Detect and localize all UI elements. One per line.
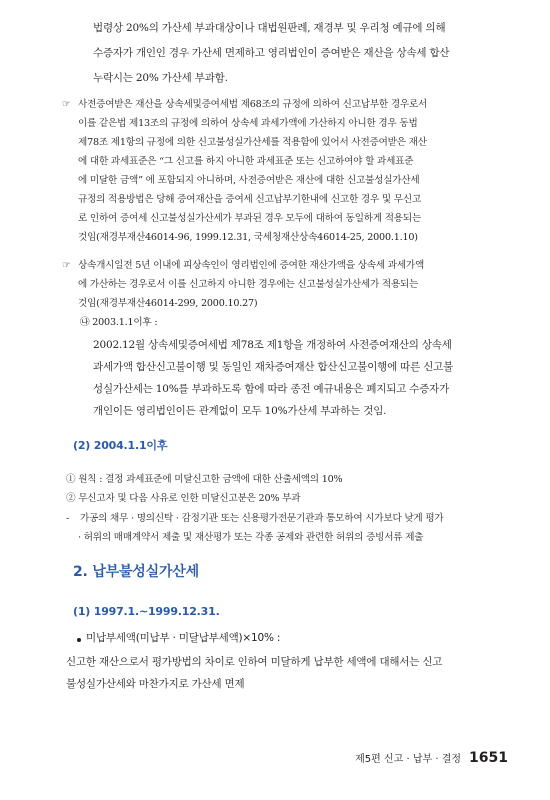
note1-line: 규정의 적용방법은 당해 증여재산을 증여세 신고납부기한내에 신고한 경우 및 무신고 — [78, 194, 422, 205]
page-footer — [355, 747, 508, 766]
note2-line: 에 가산하는 경우로서 이를 신고하지 아니한 경우에는 신고불성실가산세가 적용되는 — [78, 279, 419, 290]
page-number: 1651 — [469, 749, 508, 766]
note2-line: 상속개시일전 5년 이내에 피상속인이 영리법인에 증여한 재산가액을 상속세 과세가액 — [78, 260, 425, 271]
intro-line-2: 수증자가 개인인 경우 가산세 면제하고 영리법인이 증여받은 재산을 상속세 합산 — [93, 47, 450, 59]
note1-line: 사전증여받은 재산을 상속세및증여세법 제68조의 규정에 의하여 신고납부한 경우로서 — [78, 99, 428, 110]
dash-marker: - — [66, 513, 70, 524]
note1-line: 제78조 제1항의 규정에 의한 신고불성실가산세를 적용함에 있어서 사전증여받은 재산 — [78, 137, 427, 148]
bullet-dot-icon — [77, 638, 81, 642]
note1-line: 이를 같은법 제13조의 규정에 의하여 상속세 과세가액에 가산하지 아니한 경우 동법 — [78, 118, 418, 129]
heading-1997: (1) 1997.1.~1999.12.31. — [73, 605, 220, 618]
note1-line: 에 미달한 금액” 에 포함되지 아니하며, 사전증여받은 재산에 대한 신고불성실가산세 — [78, 175, 420, 186]
note1-line: 에 대한 과세표준은 “그 신고를 하지 아니한 과세표준 또는 신고하여야 할 과세표준 — [78, 156, 414, 167]
sub-note-label: ㉯ 2003.1.1이후 : — [80, 317, 158, 328]
sub-note-line: 성실가산세는 10%를 부과하도록 함에 따라 종전 예규내용은 폐지되고 수증자가 — [93, 383, 450, 395]
item-principle: ① 원칙 : 결정 과세표준에 미달신고한 금액에 대한 산출세액의 10% — [66, 474, 343, 485]
sub-note-line: 과세가액 합산신고불이행 및 동일인 재차증여재산 합산신고불이행에 따른 신고불 — [93, 361, 454, 373]
note2-marker-icon: ☞ — [62, 260, 71, 271]
sub-note-line: 2002.12월 상속세및증여세법 제78조 제1항을 개정하여 사전증여재산의 상속세 — [93, 339, 452, 351]
formula-line: 미납부세액(미납부 · 미달납부세액)×10% : — [86, 632, 281, 644]
note1-marker-icon: ☞ — [62, 99, 71, 110]
item-penalty-20: ② 무신고자 및 다음 사유로 인한 미달신고분은 20% 부과 — [66, 493, 301, 504]
footer-section: 제5편 신고 · 납부 · 결정 — [355, 754, 462, 765]
note2-line: 것임(재경부재산46014-299, 2000.10.27) — [78, 298, 258, 309]
dash-line: · 허위의 매매계약서 제출 및 재산평가 또는 각종 공제와 관련한 허위의 증빙서류 제출 — [78, 532, 424, 543]
sub-note-line: 개인이든 영리법인이든 관계없이 모두 10%가산세 부과하는 것임. — [93, 405, 387, 417]
closing-line: 불성실가산세와 마찬가지로 가산세 면제 — [66, 678, 245, 690]
intro-line-1: 법령상 20%의 가산세 부과대상이나 대법원판례, 재경부 및 우리청 예규에 의해 — [93, 22, 446, 34]
section-title: 2. 납부불성실가산세 — [73, 564, 199, 580]
heading-2004: (2) 2004.1.1이후 — [73, 439, 168, 452]
intro-line-3: 누락시는 20% 가산세 부과함. — [93, 72, 228, 84]
note1-line: 것임(재경부재산46014-96, 1999.12.31, 국세청재산상속46014-25, 2000.1.10) — [78, 232, 418, 243]
closing-line: 신고한 재산으로서 평가방법의 차이로 인하여 미달하게 납부한 세액에 대해서는 신고 — [66, 656, 443, 668]
dash-line: 가공의 채무 · 명의신탁 · 감정기관 또는 신용평가전문기관과 통모하여 시가보다 낮게 평가 — [80, 513, 444, 524]
note1-line: 로 인하여 증여세 신고불성실가산세가 부과된 경우 모두에 대하여 동일하게 적용되는 — [78, 213, 422, 224]
